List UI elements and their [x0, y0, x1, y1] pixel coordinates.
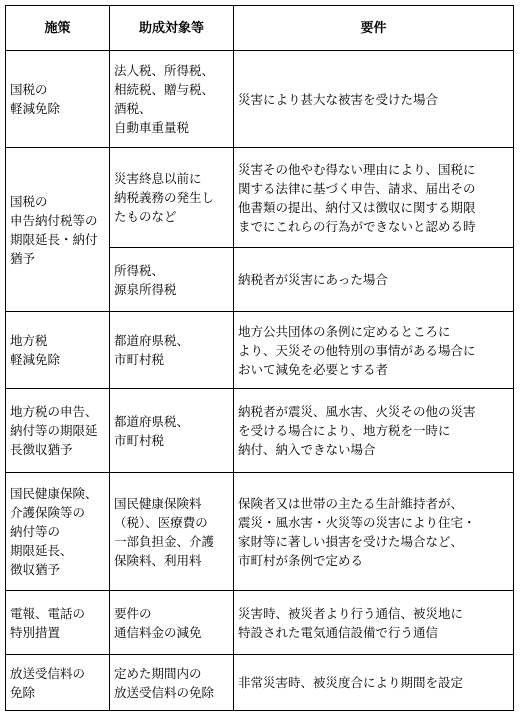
target-text: 都道府県税、 市町村税: [114, 333, 190, 367]
target-text: 要件の 通信料金の減免: [114, 605, 202, 640]
target-text: 法人税、所得税、 相続税、贈与税、 酒税、 自動車重量税: [114, 63, 215, 135]
target-cell: [110, 389, 234, 473]
tax-relief-table: [5, 5, 514, 711]
table-row: [6, 591, 514, 655]
measure-cell: [6, 473, 110, 591]
requirement-cell: [234, 655, 514, 711]
target-text: 都道府県税、 市町村税: [114, 413, 190, 448]
requirement-cell: [234, 473, 514, 591]
header-measure: 施策: [6, 6, 110, 51]
requirement-text: 地方公共団体の条例に定めるところに より、天災その他特別の事情がある場合に おいて減免を必要とする者: [238, 323, 476, 377]
target-cell: [110, 655, 234, 711]
table-row: [6, 389, 514, 473]
requirement-text: 災害その他やむ得ない理由により、国税に 関する法律に基づく申告、請求、届出その 他書類の提出、納付又は徴収に関する期限 までにこれらの行為ができないと認める時: [238, 161, 476, 234]
table-header-row: [6, 6, 514, 51]
measure-cell: [6, 591, 110, 655]
measure-text: 国税の 申告納付税等の 期限延長・納付 猶予: [10, 193, 98, 266]
target-cell: [110, 312, 234, 389]
requirement-cell: [234, 312, 514, 389]
requirement-text: 災害により甚大な被害を受けた場合: [238, 91, 439, 107]
requirement-cell: [234, 51, 514, 148]
requirement-text: 非常災害時、被災度合により期間を設定: [238, 675, 464, 690]
requirement-cell: [234, 248, 514, 312]
requirement-text: 保険者又は世帯の主たる生計維持者が、 震災・風水害・火災等の災害により住宅・ 家財等に著しい損害を受けた場合など、 市町村が条例で定める: [238, 495, 476, 568]
measure-text: 電報、電話の 特別措置: [10, 605, 86, 640]
measure-text: 地方税の申告、 納付等の期限延 長徴収猶予: [10, 404, 98, 457]
measure-cell: [6, 389, 110, 473]
target-cell: [110, 148, 234, 248]
requirement-cell: [234, 148, 514, 248]
requirement-text: 納税者が災害にあった場合: [238, 272, 388, 287]
measure-cell: [6, 312, 110, 389]
measure-text: 地方税 軽減免除: [10, 333, 61, 367]
target-cell: [110, 591, 234, 655]
measure-cell: [6, 655, 110, 711]
measure-text: 国税の 軽減免除: [10, 82, 61, 116]
requirement-text: 納税者が震災、風水害、火災その他の災害 を受ける場合により、地方税を一時に 納付、納入できない場合: [238, 404, 476, 457]
requirement-cell: [234, 591, 514, 655]
table-row: [6, 655, 514, 711]
measure-cell: [6, 148, 110, 312]
target-text: 定めた期間内の 放送受信料の免除: [114, 665, 215, 700]
requirement-text: 災害時、被災者より行う通信、被災地に 特設された電気通信設備で行う通信: [238, 605, 464, 640]
target-cell: [110, 473, 234, 591]
header-target: 助成対象等: [110, 6, 234, 51]
measure-text: 国民健康保険、 介護保険等の 納付等の 期限延長、 徴収猶予: [10, 486, 98, 577]
target-cell: [110, 248, 234, 312]
table-row: [6, 148, 514, 248]
requirement-cell: [234, 389, 514, 473]
table-row: [6, 51, 514, 148]
target-text: 所得税、 源泉所得税: [114, 262, 177, 297]
measure-text: 放送受信料の 免除: [10, 665, 86, 700]
target-text: 国民健康保険料 （税）、医療費の 一部負担金、介護 保険料、利用料: [114, 495, 215, 568]
target-cell: [110, 51, 234, 148]
table-row: [6, 312, 514, 389]
target-text: 災害終息以前に 納税義務の発生し たものなど: [114, 171, 215, 224]
table-row: [6, 473, 514, 591]
header-requirement: 要件: [234, 6, 514, 51]
measure-cell: [6, 51, 110, 148]
